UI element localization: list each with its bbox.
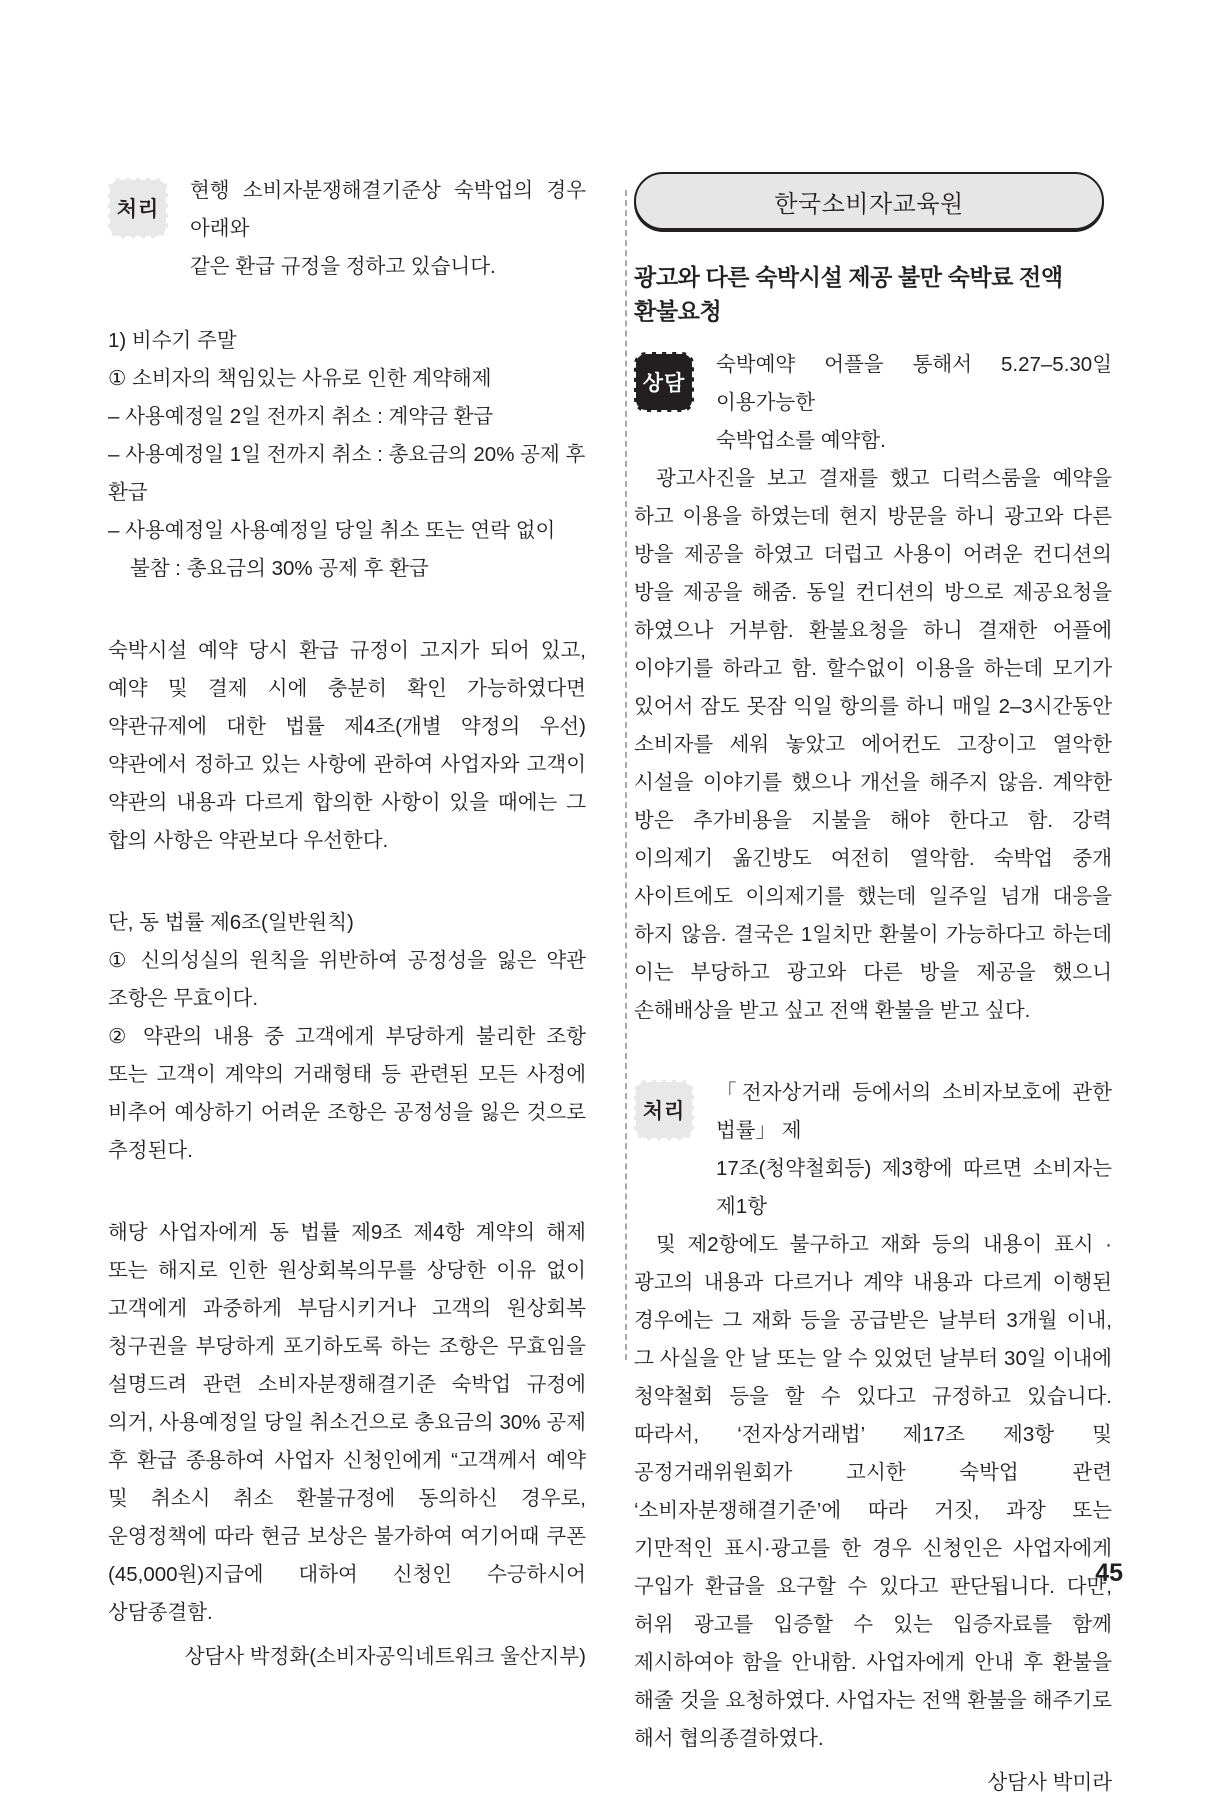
case-title: 광고와 다른 숙박시설 제공 불만 숙박료 전액 환불요청 <box>634 264 1063 324</box>
processing-intro-line-1: 「전자상거래 등에서의 소비자보호에 관한 법률」 제 <box>716 1081 1112 1142</box>
processing-intro-line-2: 같은 환급 규정을 정하고 있습니다. <box>190 255 496 278</box>
organization-name: 한국소비자교육원 <box>774 190 964 218</box>
consultation-block <box>634 346 1112 460</box>
right-column <box>634 172 1112 1802</box>
organization-pill <box>634 172 1104 230</box>
rule-item-1: ① 소비자의 책임있는 사유로 인한 계약해제 <box>108 367 492 390</box>
rule-item-2: – 사용예정일 2일 전까지 취소 : 계약금 환급 <box>108 405 494 428</box>
processing-block-right <box>634 1074 1112 1226</box>
consultation-body: 광고사진을 보고 결재를 했고 디럭스룸을 예약을 하고 이용을 하였는데 현지 방문을 하니 광고와 다른 방을 제공을 하였고 더럽고 사용이 어려운 컨디션의 방을 제공을 해줌. 동일 컨디션의 방으로 제공요청을 하였으나 거부함. 환불요청을 하니 결재한 어플에 이야기를 하라고 함. 할수없이 이용을 하는데 모기가 있어서 잠도 못잠 익일 항의를 하니 매일 2–3시간동안 소비자를 세워 놓았고 에어컨도 고장이고 열악한 시설을 이야기를 했으나 개선을 해주지 않음. 계약한 방은 추가비용을 지불을 해야 한다고 함. 강력 이의제기 옮긴방도 여전히 열악함. 숙박업 중개 사이트에도 이의제기를 했는데 일주일 넘개 대응을 하지 않음. 결국은 1일치만 환불이 가능하다고 하는데 이는 부당하고 광고와 다른 방을 제공을 했으니 손해배상을 받고 싶고 전액 환불을 받고 싶다. <box>634 467 1112 1022</box>
clause-item-2: ② 약관의 내용 중 고객에게 부당하게 불리한 조항 또는 고객이 계약의 거래형태 등 관련된 모든 사정에 비추어 예상하기 어려운 조항은 공정성을 잃은 것으로 추정된다. <box>108 1025 586 1162</box>
rule-item-4: – 사용예정일 사용예정일 당일 취소 또는 연락 없이 불참 : 총요금의 30% 공제 후 환급 <box>108 519 556 580</box>
paragraph-contract-terms: 숙박시설 예약 당시 환급 규정이 고지가 되어 있고, 예약 및 결제 시에 충분히 확인 가능하였다면 약관규제에 대한 법률 제4조(개별 약정의 우선) 약관에서 정하고 있는 사항에 관하여 사업자와 고객이 약관의 내용과 다르게 합의한 사항이 있을 때에는 그 합의 사항은 약관보다 우선한다. <box>108 639 586 852</box>
clause-item-1: ① 신의성실의 원칙을 위반하여 공정성을 잃은 약관 조항은 무효이다. <box>108 949 586 1010</box>
paragraph-resolution: 해당 사업자에게 동 법률 제9조 제4항 계약의 해제 또는 해지로 인한 원상회복의무를 상당한 이유 없이 고객에게 과중하게 부담시키거나 고객의 원상회복 청구권을 부당하게 포기하도록 하는 조항은 무효임을 설명드려 관련 소비자분쟁해결기준 숙박업 규정에 의거, 사용예정일 당일 취소건으로 총요금의 30% 공제 후 환급 종용하여 사업자 신청인에게 “고객께서 예약 및 취소시 취소 환불규정에 동의하신 경우로, 운영정책에 따라 현금 보상은 불가하여 여기어때 쿠폰(45,000원)지급에 대하여 신청인 수긍하시어 상담종결함. <box>108 1221 586 1624</box>
right-counselor-signature: 상담사 박미라 <box>987 1771 1112 1794</box>
processing-badge-left: 처리 <box>108 178 168 238</box>
processing-intro-line-1: 현행 소비자분쟁해결기준상 숙박업의 경우 아래와 <box>190 179 586 240</box>
consultation-intro-line-2: 숙박업소를 예약함. <box>716 429 886 452</box>
rules-heading: 1) 비수기 주말 <box>108 329 237 352</box>
left-counselor-signature: 상담사 박정화(소비자공익네트워크 울산지부) <box>184 1645 586 1668</box>
consultation-badge: 상담 <box>634 352 694 412</box>
rule-item-3: – 사용예정일 1일 전까지 취소 : 총요금의 20% 공제 후 환급 <box>108 443 586 504</box>
processing-badge-right: 처리 <box>634 1080 694 1140</box>
clause-heading: 단, 동 법률 제6조(일반원칙) <box>108 911 354 934</box>
page-number: 45 <box>1095 1559 1123 1587</box>
consultation-intro-line-1: 숙박예약 어플을 통해서 5.27–5.30일 이용가능한 <box>716 353 1112 414</box>
processing-block-left <box>108 172 586 286</box>
left-column <box>108 172 586 1676</box>
processing-body: 및 제2항에도 불구하고 재화 등의 내용이 표시 · 광고의 내용과 다르거나 계약 내용과 다르게 이행된 경우에는 그 재화 등을 공급받은 날부터 3개월 이내, 그 사실을 안 날 또는 알 수 있었던 날부터 30일 이내에 청약철회 등을 할 수 있다고 규정하고 있습니다. 따라서, ‘전자상거래법’ 제17조 제3항 및 공정거래위원회가 고시한 숙박업 관련 ‘소비자분쟁해결기준’에 따라 거짓, 과장 또는 기만적인 표시·광고를 한 경우 신청인은 사업자에게 구입가 환급을 요구할 수 있다고 판단됩니다. 다만, 허위 광고를 입증할 수 있는 입증자료를 함께 제시하여야 함을 안내함. 사업자에게 안내 후 환불을 해줄 것을 요청하였다. 사업자는 전액 환불을 해주기로 해서 협의종결하였다. <box>634 1233 1112 1750</box>
processing-intro-line-2: 17조(청약철회등) 제3항에 따르면 소비자는 제1항 <box>716 1157 1112 1218</box>
